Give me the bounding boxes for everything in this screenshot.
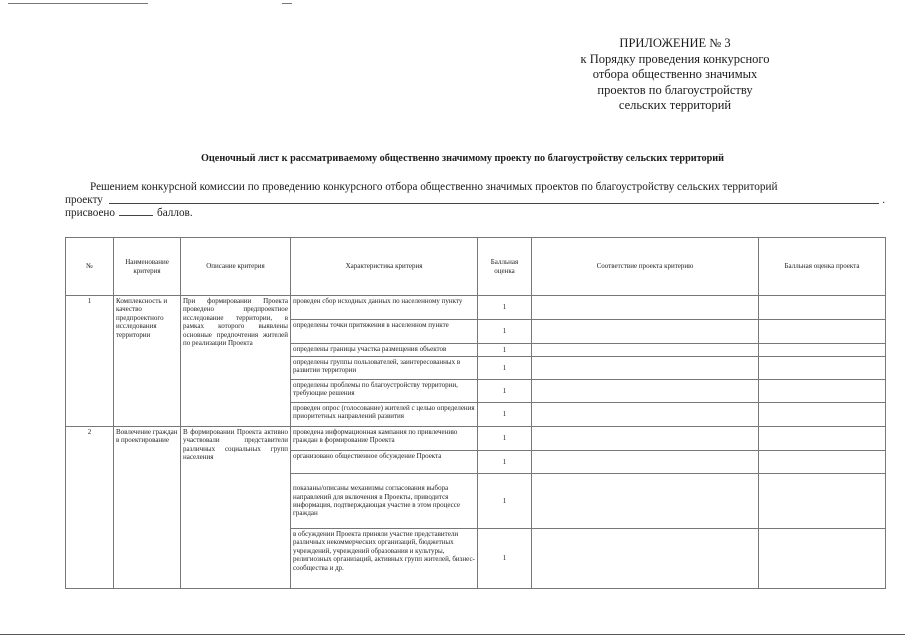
criterion-characteristic: проведена информационная кампания по привлечению граждан в формирование Проекта [291,427,478,451]
appendix-line: отбора общественно значимых [592,67,758,81]
points-cell: 1 [478,427,532,451]
document-title: Оценочный лист к рассматриваемому общественно значимому проекту по благоустройству сельских территорий [201,153,724,164]
header-criterion-characteristic: Характеристика критерия [291,238,478,296]
assigned-label: присвоено [65,207,116,219]
criterion-description: При формировании Проекта проведено предпроектное исследование территории, в рамках которого выявлены основные предпочтения жителей по реализации Проекта [181,296,291,427]
header-criterion-name: Наименование критерия [114,238,181,296]
top-rule [8,3,148,4]
project-match-cell[interactable] [532,403,759,427]
score-blank[interactable] [119,215,153,216]
appendix-number: ПРИЛОЖЕНИЕ № 3 [619,36,731,50]
project-match-cell[interactable] [532,474,759,529]
appendix-line: проектов по благоустройству [597,82,753,97]
criterion-number: 2 [66,427,114,589]
header-project-score: Балльная оценка проекта [759,238,886,296]
project-match-cell[interactable] [532,380,759,403]
header-points: Балльная оценка [478,238,532,296]
criterion-characteristic: организовано общественное обсуждение Проекта [291,451,478,474]
project-score-cell[interactable] [759,427,886,451]
appendix-line: к Порядку проведения конкурсного [580,51,770,66]
project-line-end: . [882,194,885,206]
table-row [66,296,886,320]
project-score-cell[interactable] [759,320,886,344]
project-score-cell[interactable] [759,474,886,529]
criterion-number: 1 [66,296,114,427]
project-match-cell[interactable] [532,451,759,474]
points-cell: 1 [478,474,532,529]
points-cell: 1 [478,357,532,380]
project-label: проекту [65,194,103,206]
bottom-rule [0,634,905,635]
score-line [65,207,885,220]
table-header-row [66,238,886,296]
project-match-cell[interactable] [532,357,759,380]
header-project-match: Соответствие проекта критерию [532,238,759,296]
criterion-characteristic: проведен сбор исходных данных по населенному пункту [291,296,478,320]
criterion-characteristic: определены группы пользователей, заинтересованных в развитии территории [291,357,478,380]
criterion-name: Комплексность и качество предпроектного исследования территории [114,296,181,427]
intro-paragraph [65,181,885,220]
evaluation-table [65,237,886,589]
points-label: баллов. [157,207,193,219]
project-match-cell[interactable] [532,320,759,344]
criterion-characteristic: определены проблемы по благоустройству территории, требующие решения [291,380,478,403]
points-cell: 1 [478,403,532,427]
project-line [65,194,885,207]
project-score-cell[interactable] [759,296,886,320]
points-cell: 1 [478,451,532,474]
top-mark [282,3,292,4]
project-name-blank[interactable] [109,203,879,204]
points-cell: 1 [478,296,532,320]
intro-line: Решением конкурсной комиссии по проведению конкурсного отбора общественно значимых проектов по благоустройству сельских территорий [90,181,778,193]
criterion-description: В формировании Проекта активно участвовали представители различных социальных групп населения [181,427,291,589]
project-score-cell[interactable] [759,344,886,357]
points-cell: 1 [478,380,532,403]
criterion-name: Вовлечение граждан в проектирование [114,427,181,589]
project-score-cell[interactable] [759,451,886,474]
project-score-cell[interactable] [759,357,886,380]
table-row [66,427,886,451]
project-match-cell[interactable] [532,296,759,320]
points-cell: 1 [478,320,532,344]
points-cell: 1 [478,344,532,357]
criterion-characteristic: в обсуждении Проекта приняли участие представители различных некоммерческих организаций, бюджетных учреждений, учреждений образования и культуры, религиозных организаций, активных групп жителей, бизнес-сообщества и др. [291,529,478,589]
project-score-cell[interactable] [759,529,886,589]
criterion-characteristic: показаны/описаны механизмы согласования выбора направлений для включения в Проекты, приводится информация, подтверждающая участие в этом процессе граждан [291,474,478,529]
header-criterion-description: Описание критерия [181,238,291,296]
appendix-line: сельских территорий [618,98,732,112]
project-match-cell[interactable] [532,529,759,589]
project-score-cell[interactable] [759,380,886,403]
project-match-cell[interactable] [532,344,759,357]
points-cell: 1 [478,529,532,589]
header-number: № [66,238,114,296]
criterion-characteristic: проведен опрос (голосование) жителей с целью определения приоритетных направлений развития [291,403,478,427]
criterion-characteristic: определены точки притяжения в населенном пункте [291,320,478,344]
appendix-header [560,36,790,114]
criterion-characteristic: определены границы участка размещения объектов [291,344,478,357]
project-score-cell[interactable] [759,403,886,427]
project-match-cell[interactable] [532,427,759,451]
